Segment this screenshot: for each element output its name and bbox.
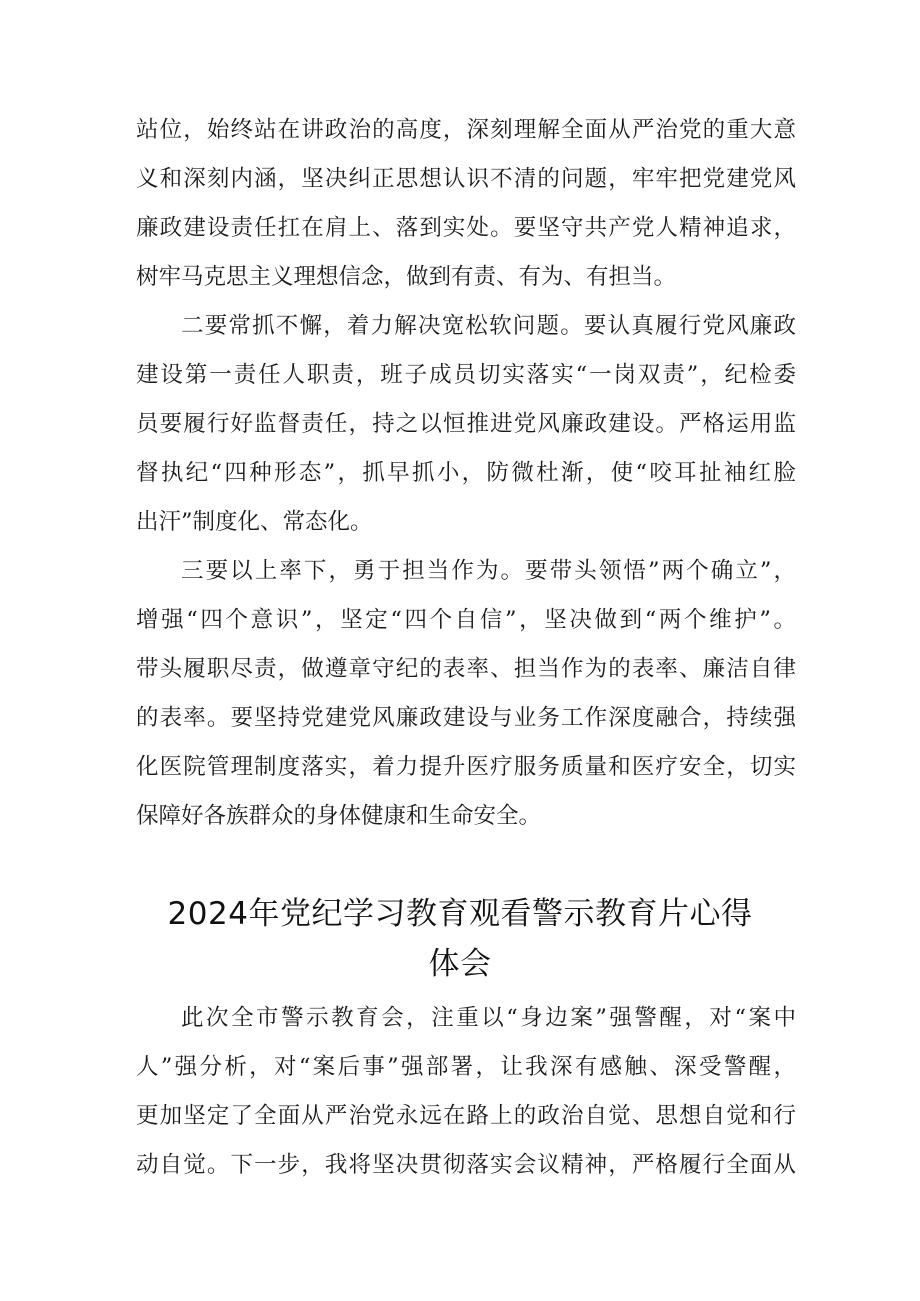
text-line: 动自觉。下一步，我将坚决贯彻落实会议精神，严格履行全面从 (136, 1152, 796, 1178)
text-line: 此次全市警示教育会，注重以“身边案”强警醒，对“案中 (181, 1005, 796, 1031)
text-line: 更加坚定了全面从严治党永远在路上的政治自觉、思想自觉和行 (136, 1103, 796, 1129)
text-line: 人”强分析，对“案后事”强部署，让我深有感触、深受警醒， (136, 1054, 796, 1080)
text-line: 建设第一责任人职责，班子成员切实落实“一岗双责”，纪检委 (136, 362, 796, 388)
heading-line-2: 体会 (428, 946, 492, 982)
text-line: 出汗”制度化、常态化。 (136, 509, 373, 535)
text-line: 员要履行好监督责任，持之以恒推进党风廉政建设。严格运用监 (136, 411, 796, 437)
text-line: 的表率。要坚持党建党风廉政建设与业务工作深度融合，持续强 (136, 705, 796, 731)
text-line: 保障好各族群众的身体健康和生命安全。 (136, 803, 542, 829)
text-line: 增强“四个意识”，坚定“四个自信”，坚决做到“两个维护”。 (136, 607, 796, 633)
text-line: 义和深刻内涵，坚决纠正思想认识不清的问题，牢牢把党建党风 (136, 166, 796, 192)
text-line: 廉政建设责任扛在肩上、落到实处。要坚守共产党人精神追求， (136, 215, 796, 241)
text-line: 带头履职尽责，做遵章守纪的表率、担当作为的表率、廉洁自律 (136, 656, 796, 682)
heading-line-1: 2024年党纪学习教育观看警示教育片心得 (167, 896, 753, 932)
text-line: 树牢马克思主义理想信念，做到有责、有为、有担当。 (136, 264, 677, 290)
text-line: 三要以上率下，勇于担当作为。要带头领悟”两个确立”， (181, 558, 796, 584)
text-line: 化医院管理制度落实，着力提升医疗服务质量和医疗安全，切实 (136, 754, 796, 780)
text-line: 站位，始终站在讲政治的高度，深刻理解全面从严治党的重大意 (136, 117, 796, 143)
text-line: 督执纪“四种形态”，抓早抓小，防微杜渐，使“咬耳扯袖红脸 (136, 460, 796, 486)
text-line: 二要常抓不懈，着力解决宽松软问题。要认真履行党风廉政 (181, 313, 796, 339)
